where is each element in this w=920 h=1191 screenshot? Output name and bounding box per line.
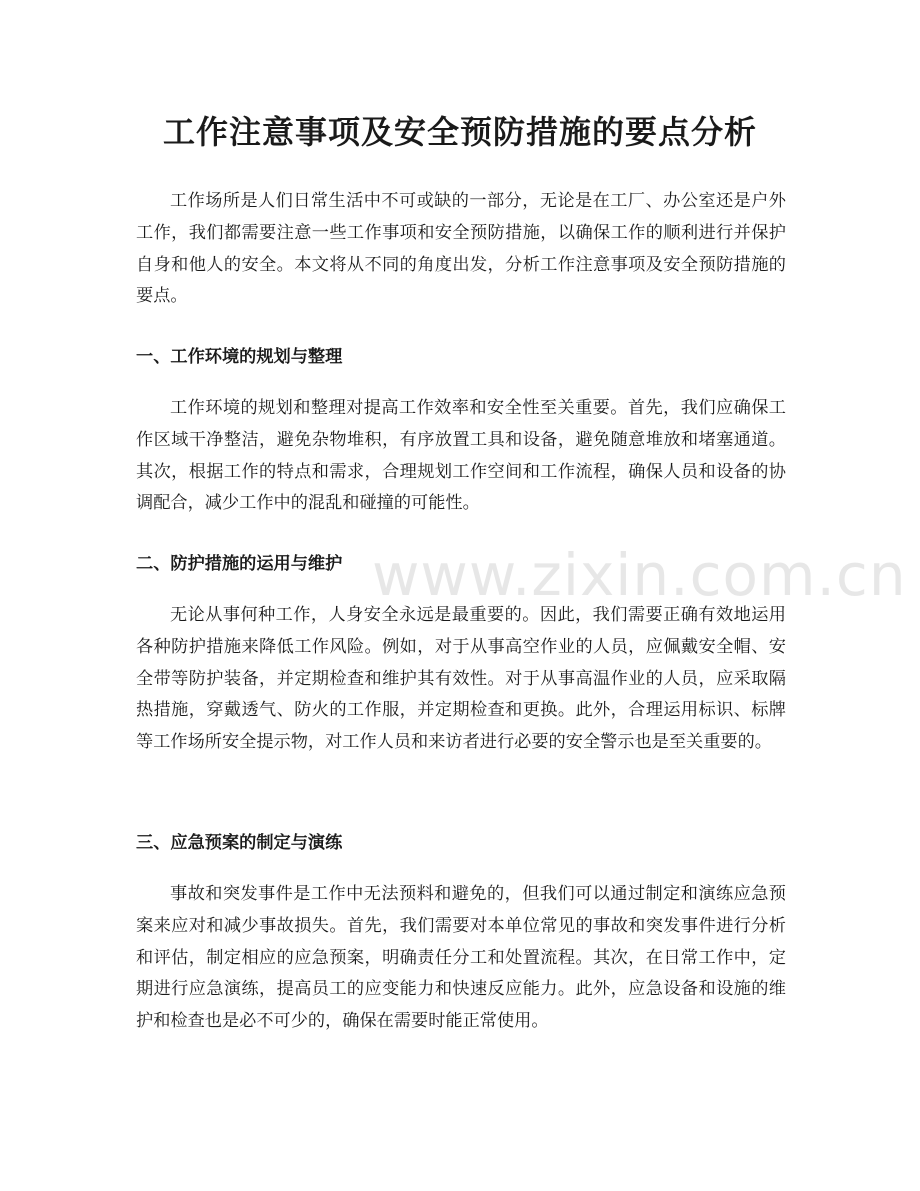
section-2-heading: 二、防护措施的运用与维护 [136,554,343,574]
document-title: 工作注意事项及安全预防措施的要点分析 [162,113,757,151]
intro-paragraph: 工作场所是人们日常生活中不可或缺的一部分，无论是在工厂、办公室还是户外工作，我们都需要注意一些工作事项和安全预防措施，以确保工作的顺利进行并保护自身和他人的安全。本文将从不同的角度出发，分析工作注意事项及安全预防措施的要点。 [136,191,786,307]
section-3-paragraph: 事故和突发事件是工作中无法预料和避免的，但我们可以通过制定和演练应急预案来应对和减少事故损失。首先，我们需要对本单位常见的事故和突发事件进行分析和评估，制定相应的应急预案，明确责任分工和处置流程。其次，在日常工作中，定期进行应急演练，提高员工的应变能力和快速反应能力。此外，应急设备和设施的维护和检查也是必不可少的，确保在需要时能正常使用。 [136,884,786,1032]
section-1-heading: 一、工作环境的规划与整理 [136,347,343,367]
section-1-paragraph: 工作环境的规划和整理对提高工作效率和安全性至关重要。首先，我们应确保工作区域干净整洁，避免杂物堆积，有序放置工具和设备，避免随意堆放和堵塞通道。其次，根据工作的特点和需求，合理规划工作空间和工作流程，确保人员和设备的协调配合，减少工作中的混乱和碰撞的可能性。 [136,398,786,514]
section-2-paragraph: 无论从事何种工作，人身安全永远是最重要的。因此，我们需要正确有效地运用各种防护措施来降低工作风险。例如，对于从事高空作业的人员，应佩戴安全帽、安全带等防护装备，并定期检查和维护其有效性。对于从事高温作业的人员，应采取隔热措施，穿戴透气、防火的工作服，并定期检查和更换。此外，合理运用标识、标牌等工作场所安全提示物，对工作人员和来访者进行必要的安全警示也是至关重要的。 [136,605,786,753]
section-3-heading: 三、应急预案的制定与演练 [136,833,343,853]
watermark: www.zixin.com.cn [372,541,907,609]
